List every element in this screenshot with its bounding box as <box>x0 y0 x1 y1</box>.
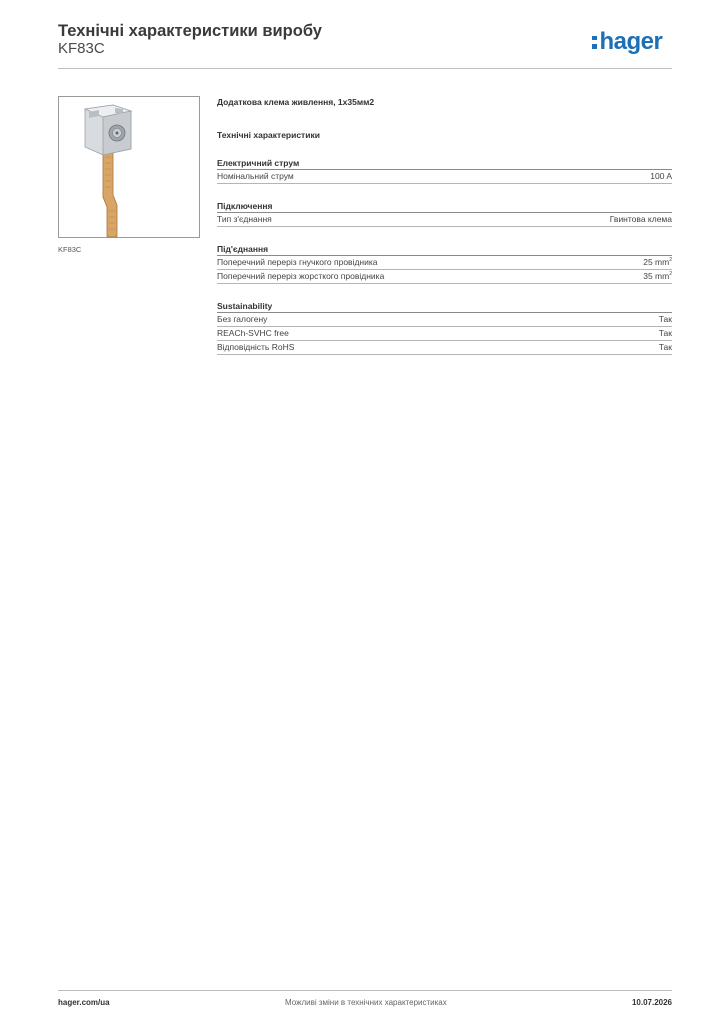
image-caption: KF83C <box>58 245 82 254</box>
product-code: KF83C <box>58 40 105 57</box>
terminal-clamp-image <box>59 97 201 239</box>
group-title: Під'єднання <box>217 243 672 256</box>
spec-value: Гвинтова клема <box>609 214 672 224</box>
spec-label: Відповідність RoHS <box>217 342 295 352</box>
spec-group-electric-current <box>217 157 672 184</box>
spec-row <box>217 327 672 341</box>
hager-logo <box>592 28 662 56</box>
spec-label: Поперечний переріз гнучкого провідника <box>217 257 378 267</box>
logo-text: hager <box>599 28 663 55</box>
spec-value-with-unit <box>643 256 672 269</box>
footer-website-link[interactable]: hager.com/ua <box>58 998 110 1007</box>
spec-group-sustainability <box>217 300 672 355</box>
group-title: Sustainability <box>217 300 672 313</box>
product-description: Додаткова клема живлення, 1x35мм2 <box>217 97 375 107</box>
page-title: Технічні характеристики виробу <box>58 22 322 40</box>
spec-content <box>217 96 672 355</box>
spec-value: Так <box>658 342 672 352</box>
spec-value: 35 mm <box>643 271 670 281</box>
unit-superscript: 2 <box>669 271 672 277</box>
logo-dots-icon <box>592 36 597 49</box>
product-image-frame <box>58 96 200 238</box>
spec-value: Так <box>658 314 672 324</box>
spec-row <box>217 213 672 227</box>
spec-row <box>217 170 672 184</box>
header-divider <box>58 68 672 69</box>
unit-superscript: 2 <box>669 257 672 263</box>
specs-heading: Технічні характеристики <box>217 130 320 140</box>
spec-label: Без галогену <box>217 314 268 324</box>
footer-disclaimer: Можливі зміни в технічних характеристиках <box>285 998 447 1007</box>
group-title: Підключення <box>217 200 672 213</box>
spec-label: Поперечний переріз жорсткого провідника <box>217 271 385 281</box>
footer-divider <box>58 990 672 991</box>
spec-group-wiring <box>217 243 672 284</box>
group-title: Електричний струм <box>217 157 672 170</box>
spec-row <box>217 256 672 270</box>
spec-row <box>217 313 672 327</box>
spec-label: Тип з'єднання <box>217 214 272 224</box>
spec-value: Так <box>658 328 672 338</box>
spec-group-connection <box>217 200 672 227</box>
spec-value: 25 mm <box>643 257 670 267</box>
spec-row <box>217 270 672 284</box>
spec-value-with-unit <box>643 270 672 283</box>
spec-label: Номінальний струм <box>217 171 294 181</box>
spec-row <box>217 341 672 355</box>
footer-date: 10.07.2026 <box>631 998 672 1007</box>
spec-value: 100 A <box>650 171 672 181</box>
spec-label: REACh-SVHC free <box>217 328 289 338</box>
